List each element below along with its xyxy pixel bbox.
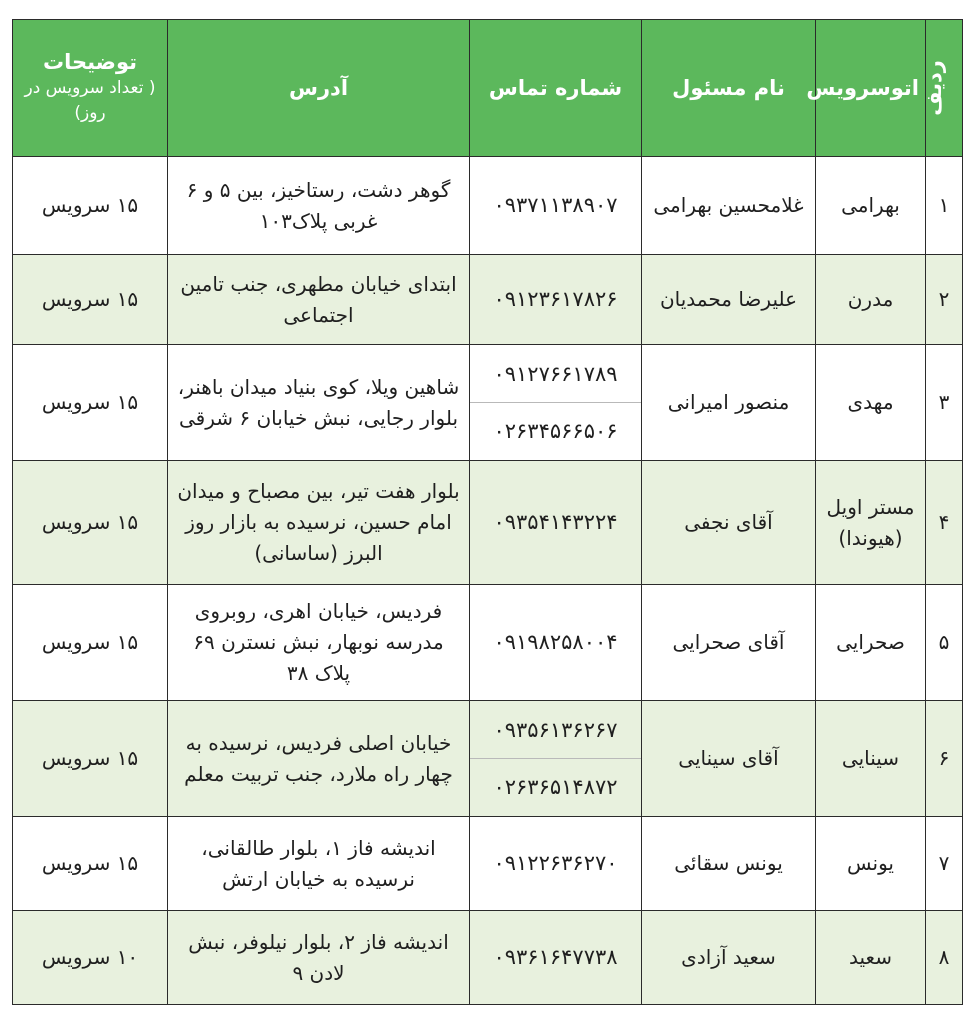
phone-cell [470, 817, 642, 911]
table-row [13, 345, 963, 461]
table-row [13, 817, 963, 911]
notes-cell: ۱۵ سرویس [13, 157, 168, 255]
row-number-cell: ۴ [926, 461, 963, 585]
phone-number: ۰۹۳۶۱۶۴۷۷۳۸ [493, 945, 618, 970]
address-cell: فردیس، خیابان اهری، روبروی مدرسه نوبهار، نبش نسترن ۶۹ پلاک ۳۸ [168, 585, 470, 701]
phone-number: ۰۹۳۵۴۱۴۳۲۲۴ [493, 510, 618, 535]
manager-cell: آقای نجفی [642, 461, 816, 585]
table-row [13, 461, 963, 585]
phone-number: ۰۹۱۲۳۶۱۷۸۲۶ [493, 287, 618, 312]
phone-number: ۰۹۱۲۲۶۳۶۲۷۰ [493, 851, 618, 876]
service-name-cell: صحرایی [816, 585, 926, 701]
service-name-cell: مهدی [816, 345, 926, 461]
phone-number: ۰۹۳۷۱۱۳۸۹۰۷ [493, 193, 618, 218]
table-row [13, 585, 963, 701]
car-service-table [12, 19, 963, 1005]
phone-number: ۰۹۳۵۶۱۳۶۲۶۷ [470, 702, 641, 759]
phone-number: ۰۹۱۲۷۶۶۱۷۸۹ [470, 346, 641, 403]
address-cell: خیابان اصلی فردیس، نرسیده به چهار راه ملارد، جنب تربیت معلم [168, 701, 470, 817]
address-cell: اندیشه فاز ۲، بلوار نیلوفر، نبش لادن ۹ [168, 911, 470, 1005]
header-row [13, 20, 963, 157]
manager-cell: منصور امیرانی [642, 345, 816, 461]
table-row [13, 157, 963, 255]
notes-cell: ۱۵ سرویس [13, 255, 168, 345]
notes-cell: ۱۰ سرویس [13, 911, 168, 1005]
row-number-cell: ۵ [926, 585, 963, 701]
manager-cell: علیرضا محمدیان [642, 255, 816, 345]
header-phone: شماره تماس [470, 20, 642, 157]
phone-cell [470, 157, 642, 255]
row-number-cell: ۷ [926, 817, 963, 911]
row-number-cell: ۱ [926, 157, 963, 255]
address-cell: اندیشه فاز ۱، بلوار طالقانی، نرسیده به خیابان ارتش [168, 817, 470, 911]
service-name-cell: مستر اویل (هیوندا) [816, 461, 926, 585]
table-row [13, 255, 963, 345]
phone-cell [470, 701, 642, 817]
notes-cell: ۱۵ سرویس [13, 585, 168, 701]
row-number-cell: ۳ [926, 345, 963, 461]
manager-cell: غلامحسین بهرامی [642, 157, 816, 255]
notes-cell: ۱۵ سرویس [13, 345, 168, 461]
phone-cell [470, 255, 642, 345]
manager-cell: سعید آزادی [642, 911, 816, 1005]
header-row-number [922, 20, 963, 157]
phone-number: ۰۲۶۳۴۵۶۶۵۰۶ [493, 419, 618, 443]
phone-cell [470, 461, 642, 585]
manager-cell: یونس سقائی [642, 817, 816, 911]
address-cell: ابتدای خیابان مطهری، جنب تامین اجتماعی [168, 255, 470, 345]
notes-cell: ۱۵ سرویس [13, 701, 168, 817]
phone-cell [470, 345, 642, 461]
row-number-cell: ۸ [926, 911, 963, 1005]
header-service-name: اتوسرویس [816, 20, 926, 157]
row-number-cell: ۶ [926, 701, 963, 817]
phone-number: ۰۲۶۳۶۵۱۴۸۷۲ [493, 775, 618, 799]
row-number-cell: ۲ [926, 255, 963, 345]
address-cell: گوهر دشت، رستاخیز، بین ۵ و ۶ غربی پلاک۱۰۳ [168, 157, 470, 255]
phone-number: ۰۹۱۹۸۲۵۸۰۰۴ [493, 630, 618, 655]
service-name-cell: بهرامی [816, 157, 926, 255]
service-name-cell: مدرن [816, 255, 926, 345]
notes-cell: ۱۵ سرویس [13, 461, 168, 585]
notes-cell: ۱۵ سرویس [13, 817, 168, 911]
service-name-cell: سعید [816, 911, 926, 1005]
header-notes-title: توضیحات [42, 50, 138, 75]
header-notes-subtitle: ( تعداد سرویس در روز) [24, 78, 156, 123]
service-name-cell: یونس [816, 817, 926, 911]
manager-cell: آقای سینایی [642, 701, 816, 817]
address-cell: شاهین ویلا، کوی بنیاد میدان باهنر، بلوار رجایی، نبش خیابان ۶ شرقی [168, 345, 470, 461]
service-name-cell: سینایی [816, 701, 926, 817]
header-manager: نام مسئول [642, 20, 816, 157]
header-address: آدرس [168, 20, 470, 157]
manager-cell: آقای صحرایی [642, 585, 816, 701]
header-notes [13, 20, 168, 157]
table-row [13, 911, 963, 1005]
table-row [13, 701, 963, 817]
phone-cell [470, 585, 642, 701]
phone-cell [470, 911, 642, 1005]
address-cell: بلوار هفت تیر، بین مصباح و میدان امام حسین، نرسیده به بازار روز البرز (ساسانی) [168, 461, 470, 585]
table-body [13, 157, 963, 1005]
header-row-number-label: ردیف [922, 60, 947, 116]
